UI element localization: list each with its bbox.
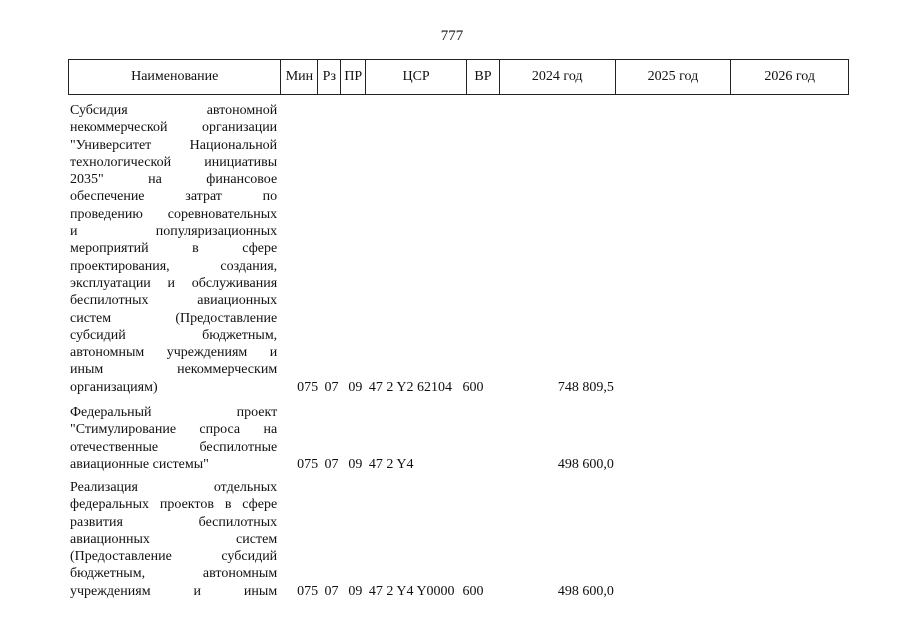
row-name xyxy=(68,102,277,396)
cell-2024: 498 600,0 xyxy=(557,456,614,472)
name-line: проектирования, создания, xyxy=(70,258,278,274)
name-line: Субсидия автономной xyxy=(70,103,278,118)
name-line: бюджетным, автономным xyxy=(70,566,278,582)
cell-csr: 47 2 Y4 Y0000 xyxy=(368,583,455,599)
header-rz: Рз xyxy=(318,60,341,94)
row-name xyxy=(68,479,277,600)
table-row xyxy=(68,404,849,473)
header-min: Мин xyxy=(281,60,318,94)
cell-min: 075 xyxy=(297,583,319,599)
cell-2024: 748 809,5 xyxy=(557,379,614,395)
header-2026: 2026 год xyxy=(764,69,815,84)
name-line: учреждениям и иным xyxy=(70,583,278,599)
name-line: субсидий бюджетным, xyxy=(70,327,278,343)
cell-pr: 09 xyxy=(348,379,363,395)
name-line: развития беспилотных xyxy=(70,514,278,530)
name-line: отечественные беспилотные xyxy=(70,439,278,455)
cell-2024: 498 600,0 xyxy=(557,583,614,599)
name-line: иным некоммерческим xyxy=(70,362,278,378)
cell-pr: 09 xyxy=(348,583,363,599)
name-line: эксплуатации и обслуживания xyxy=(70,275,278,291)
cell-min: 075 xyxy=(297,379,319,395)
name-line: федеральных проектов в сфере xyxy=(70,497,278,513)
header-name: Наименование xyxy=(69,60,281,94)
name-line: некоммерческой организации xyxy=(70,120,278,136)
cell-rz: 07 xyxy=(324,379,339,395)
cell-min: 075 xyxy=(297,456,319,472)
name-line: Федеральный проект xyxy=(70,405,278,420)
name-line: проведению соревновательных xyxy=(70,206,278,222)
header-vr: ВР xyxy=(467,60,500,94)
name-line: "Стимулирование спроса на xyxy=(70,422,278,438)
table-row xyxy=(68,102,849,396)
cell-pr: 09 xyxy=(348,456,363,472)
name-line: 2035" на финансовое xyxy=(70,172,278,188)
table-row xyxy=(68,479,849,600)
name-line: систем (Предоставление xyxy=(70,310,278,326)
name-line: обеспечение затрат по xyxy=(70,189,278,205)
cell-csr: 47 2 Y4 xyxy=(368,456,414,472)
name-line: и популяризационных xyxy=(70,224,278,240)
table-header xyxy=(68,59,849,95)
header-2024: 2024 год xyxy=(500,60,616,94)
name-line: организациям) xyxy=(70,379,158,395)
name-line: "Университет Национальной xyxy=(70,137,278,153)
name-line: (Предоставление субсидий xyxy=(70,549,278,565)
name-line: авиационных систем xyxy=(70,531,278,547)
row-name xyxy=(68,404,277,473)
name-line: мероприятий в сфере xyxy=(70,241,278,257)
name-line: беспилотных авиационных xyxy=(70,293,278,309)
name-line: автономным учреждениям и xyxy=(70,345,278,361)
name-line: технологической инициативы xyxy=(70,154,278,170)
cell-vr: 600 xyxy=(462,379,484,395)
page-number: 777 xyxy=(440,28,464,44)
header-csr: ЦСР xyxy=(366,60,467,94)
name-line: Реализация отдельных xyxy=(70,480,278,495)
cell-vr: 600 xyxy=(462,583,484,599)
header-pr: ПР xyxy=(341,60,366,94)
name-line: авиационные системы" xyxy=(70,456,209,472)
cell-rz: 07 xyxy=(324,456,339,472)
header-2025: 2025 год xyxy=(616,60,732,94)
cell-csr: 47 2 Y2 62104 xyxy=(368,379,452,395)
cell-rz: 07 xyxy=(324,583,339,599)
